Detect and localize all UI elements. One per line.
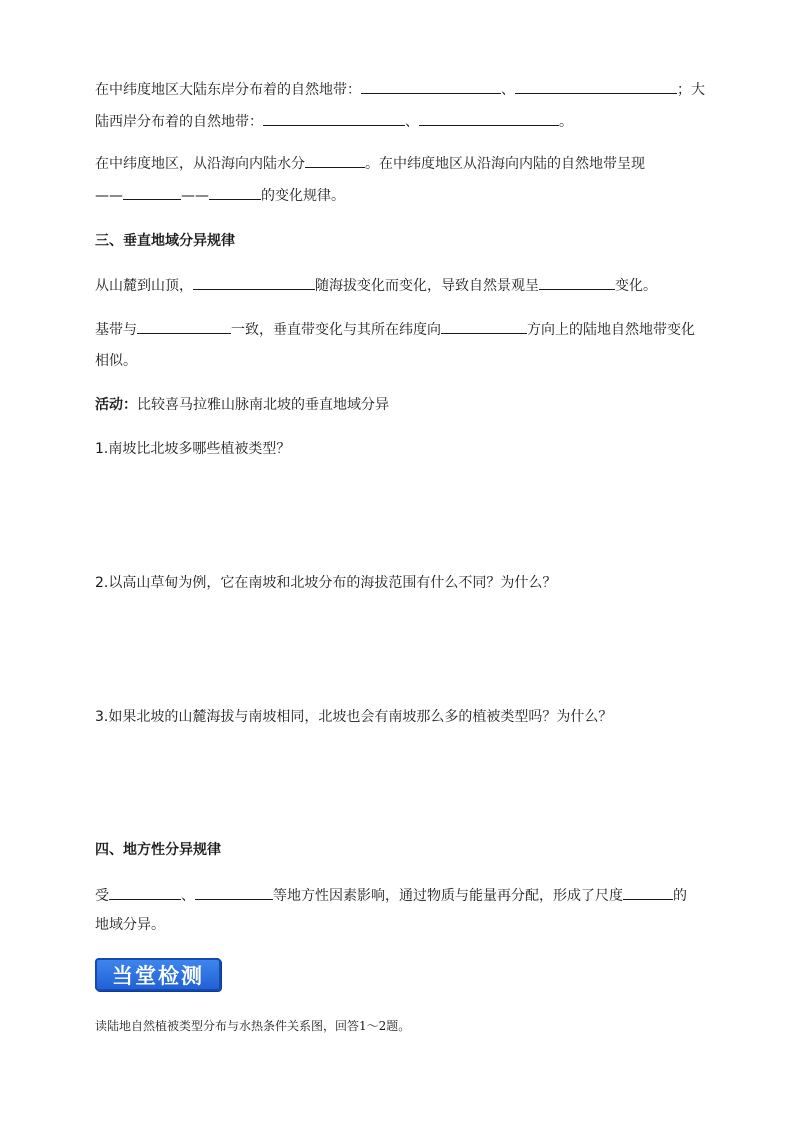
- question-3: 3.如果北坡的山麓海拔与南坡相同，北坡也会有南坡那么多的植被类型吗？为什么？: [95, 709, 613, 725]
- text: 从山麓到山顶，: [95, 278, 193, 294]
- blank: [515, 79, 677, 94]
- blank: [123, 185, 181, 200]
- paragraph-continental-zones-line2: [95, 111, 573, 132]
- text: 在中纬度地区大陆东岸分布着的自然地带：: [95, 82, 361, 98]
- text: 陆西岸分布着的自然地带：: [95, 114, 263, 130]
- blank: [539, 275, 615, 290]
- text: 变化。: [615, 278, 657, 294]
- text: 基带与: [95, 322, 137, 338]
- blank: [419, 111, 559, 126]
- text: 的变化规律。: [261, 188, 345, 204]
- blank: [361, 79, 501, 94]
- paragraph-base-belt-line2: 相似。: [95, 353, 137, 369]
- text: 受: [95, 888, 109, 904]
- paragraph-local-line2: 地域分异。: [95, 917, 165, 933]
- text: 在中纬度地区，从沿海向内陆水分: [95, 156, 305, 172]
- text: 一致，垂直带变化与其所在纬度向: [231, 322, 441, 338]
- separator: 、: [181, 888, 195, 904]
- paragraph-continental-zones-line1: [95, 79, 705, 100]
- blank: [263, 111, 405, 126]
- text: 的: [673, 888, 687, 904]
- blank: [305, 153, 365, 168]
- paragraph-moisture-line2: [95, 185, 345, 206]
- dash: ——: [181, 188, 209, 204]
- text: 随海拔变化而变化，导致自然景观呈: [315, 278, 539, 294]
- activity-line: [95, 395, 389, 415]
- question-1: 1.南坡比北坡多哪些植被类型？: [95, 441, 291, 457]
- blank: [441, 319, 527, 334]
- text: 。: [559, 114, 573, 130]
- text: 。在中纬度地区从沿海向内陆的自然地带呈现: [365, 156, 645, 172]
- paragraph-local-line1: [95, 885, 687, 906]
- separator: 、: [405, 114, 419, 130]
- paragraph-moisture-line1: [95, 153, 645, 174]
- section-heading-local: 四、地方性分异规律: [95, 842, 221, 858]
- in-class-test-badge: 当堂检测: [95, 958, 221, 991]
- blank: [623, 885, 673, 900]
- activity-text: 比较喜马拉雅山脉南北坡的垂直地域分异: [137, 397, 389, 413]
- blank: [109, 885, 181, 900]
- question-2: 2.以高山草甸为例，它在南坡和北坡分布的海拔范围有什么不同？为什么？: [95, 575, 557, 591]
- dash: ——: [95, 188, 123, 204]
- text: 方向上的陆地自然地带变化: [527, 322, 695, 338]
- blank: [195, 885, 273, 900]
- blank: [209, 185, 261, 200]
- blank: [137, 319, 231, 334]
- blank: [193, 275, 315, 290]
- text: 等地方性因素影响，通过物质与能量再分配，形成了尺度: [273, 888, 623, 904]
- activity-label: 活动：: [95, 397, 137, 413]
- paragraph-vertical-line1: [95, 275, 657, 296]
- test-intro-text: 读陆地自然植被类型分布与水热条件关系图，回答1～2题。: [95, 1019, 411, 1033]
- section-heading-vertical: 三、垂直地域分异规律: [95, 233, 235, 249]
- separator: 、: [501, 82, 515, 98]
- text: ；大: [677, 82, 705, 98]
- paragraph-base-belt-line1: [95, 319, 695, 340]
